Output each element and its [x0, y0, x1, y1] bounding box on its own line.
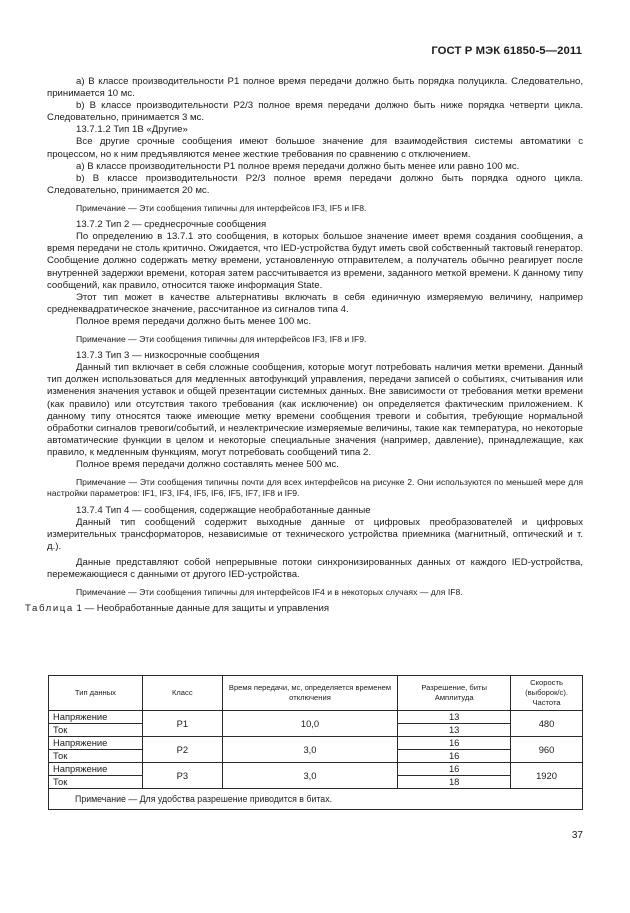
paragraph: a) В классе производительности P1 полное время передачи должно быть порядка полуцикла. Следовательно, принимается 10 мс.: [47, 76, 583, 100]
time-cell: 10,0: [222, 711, 398, 737]
document-body: [25, 76, 583, 615]
data-type-cell: Ток: [49, 776, 143, 789]
table-row: [49, 737, 583, 750]
note: Примечание — Эти сообщения типичны для интерфейсов IF3, IF5 и IF8.: [76, 202, 367, 213]
paragraph: Все другие срочные сообщения имеют большое значение для взаимодействия системы автоматики с процессом, но к ним предъявляются менее жесткие требования по сравнению с отключением.: [47, 136, 583, 160]
data-type-cell: Напряжение: [49, 763, 143, 776]
data-type-cell: Напряжение: [49, 737, 143, 750]
rate-cell: 1920: [511, 763, 583, 789]
class-cell: P3: [142, 763, 222, 789]
paragraph: a) В классе производительности P1 полное время передачи должно быть менее или равно 100 мс.: [76, 160, 520, 172]
paragraph: Этот тип может в качестве альтернативы включать в себя единичную измеряемую величину, например среднеквадратическое значение, рассчитанное из сигналов типа 4.: [47, 291, 583, 315]
section-heading: 13.7.2 Тип 2 — среднесрочные сообщения: [76, 219, 267, 231]
paragraph: b) В классе производительности P2/3 полное время передачи должно быть ниже порядка четверти цикла. Следовательно, принимается 3 мс.: [47, 100, 583, 124]
table-caption-text: 1 — Необработанные данные для защиты и управления: [76, 603, 330, 615]
table-caption: [25, 603, 583, 615]
paragraph: Полное время передачи должно составлять менее 500 мс.: [76, 459, 339, 471]
table-row: [49, 763, 583, 776]
paragraph: По определению в 13.7.1 это сообщения, в которых большое значение имеет время создания сообщения, а время передачи не столь критично. Ожидается, что IED-устройства будут иметь свой собственный тактовый генератор. Сообщение должно содержать метку времени, установленную отправителем, а получатель обычно реагирует после внутренней задержки времени, которая затем рассчитывается из времени, заданного меткой времени. К данному типу сообщений, как правило, относится также информация State.: [47, 231, 583, 291]
table-row: [49, 711, 583, 724]
data-type-cell: Ток: [49, 750, 143, 763]
paragraph: Данные представляют собой непрерывные потоки синхронизированных данных от каждого IED-устройства, перемежающиеся с данными от другого IED-устройства.: [47, 556, 583, 580]
table-note-row: [49, 789, 583, 810]
paragraph: Данный тип сообщений содержит выходные данные от цифровых преобразователей и цифровых измерительных трансформаторов, независимые от технического устройства приемника (магнитный, оптический и т. д.).: [47, 516, 583, 552]
column-header: Класс: [142, 676, 222, 711]
page-number: 37: [571, 830, 583, 841]
rate-cell: 960: [511, 737, 583, 763]
bits-cell: 13: [398, 711, 511, 724]
time-cell: 3,0: [222, 763, 398, 789]
paragraph: Полное время передачи должно быть менее 100 мс.: [76, 315, 311, 327]
paragraph: Данный тип включает в себя сложные сообщения, которые могут потребовать наличия метки времени. Данный тип должен использоваться для медленных автофункций управления, передачи записей о событиях, считывания или изменения значения уставок и общей презентации системных данных. Вне зависимости от требования метки времени (как правило) или отсутствия такого требования (как исключение) он определяется фактическим приложением. К данному типу относятся также имеющие метку времени сообщения тревоги и события, требующие нормальной обработки сигналов тревоги/событий, и неэлектрические измеряемые величины, такие как температура, но некоторые автоматические функции в целом и некоторые специальные значения (например, давление), принадлежащие, как правило, к медленным функциям, могут потребовать сообщений типа 2.: [47, 362, 583, 458]
data-type-cell: Ток: [49, 724, 143, 737]
table-header-row: [49, 676, 583, 711]
column-header: Время передачи, мс, определяется временем отключения: [222, 676, 398, 711]
class-cell: P1: [142, 711, 222, 737]
bits-cell: 16: [398, 750, 511, 763]
raw-data-table: [48, 675, 583, 810]
section-heading: 13.7.3 Тип 3 — низкосрочные сообщения: [76, 350, 260, 362]
bits-cell: 16: [398, 763, 511, 776]
column-header: Скорость (выборок/с). Частота: [511, 676, 583, 711]
section-heading: 13.7.1.2 Тип 1В «Другие»: [76, 124, 188, 136]
note: Примечание — Эти сообщения типичны для интерфейсов IF3, IF8 и IF9.: [76, 333, 367, 344]
paragraph: b) В классе производительности P2/3 полное время передачи должно быть порядка одного цикла. Следовательно, принимается 20 мс.: [47, 172, 583, 196]
class-cell: P2: [142, 737, 222, 763]
note: Примечание — Эти сообщения типичны почти для всех интерфейсов на рисунке 2. Они используются по меньшей мере для настройки параметров: IF1, IF3, IF4, IF5, IF6, IF5, IF7, IF8 и IF9.: [47, 477, 583, 499]
data-type-cell: Напряжение: [49, 711, 143, 724]
bits-cell: 18: [398, 776, 511, 789]
table-note: Примечание — Для удобства разрешение приводится в битах.: [49, 789, 583, 810]
time-cell: 3,0: [222, 737, 398, 763]
column-header: Разрешение, биты Амплитуда: [398, 676, 511, 711]
bits-cell: 13: [398, 724, 511, 737]
rate-cell: 480: [511, 711, 583, 737]
column-header: Тип данных: [49, 676, 143, 711]
standard-header: ГОСТ Р МЭК 61850-5—2011: [431, 45, 582, 57]
table-caption-label: Таблица: [25, 603, 74, 615]
section-heading: 13.7.4 Тип 4 — сообщения, содержащие необработанные данные: [76, 504, 371, 516]
bits-cell: 16: [398, 737, 511, 750]
note: Примечание — Эти сообщения типичны для интерфейсов IF4 и в некоторых случаях — для IF8.: [76, 587, 463, 598]
